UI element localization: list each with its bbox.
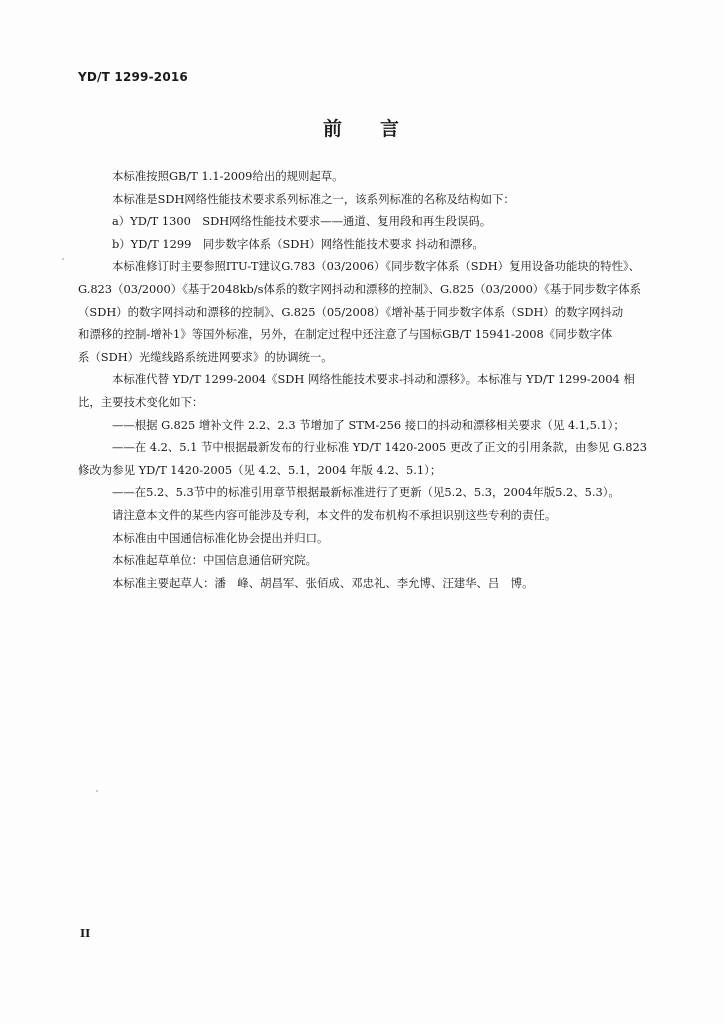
paragraph-proposer: 本标准由中国通信标准化协会提出并归口。: [112, 530, 329, 545]
change-item-1: ——根据 G.825 增补文件 2.2、2.3 节增加了 STM-256 接口的抖动和漂移相关要求（见 4.1,5.1）；: [112, 417, 625, 432]
scan-speck: [62, 258, 64, 260]
references-line-1: 本标准修订时主要参照ITU-T建议G.783（03/2006）《同步数字体系（SDH）复用设备功能块的特性》、: [112, 259, 641, 274]
document-code: YD/T 1299-2016: [78, 70, 188, 84]
paragraph-references: [78, 255, 690, 368]
page-title: [0, 114, 724, 141]
paragraph-replacement: [78, 368, 690, 413]
paragraph-patent-notice: 请注意本文件的某些内容可能涉及专利，本文件的发布机构不承担识别这些专利的责任。: [112, 507, 557, 522]
paragraph-drafting-rules: 本标准按照GB/T 1.1-2009给出的规则起草。: [112, 169, 344, 183]
change-item-2-line-2: 修改为参见 YD/T 1420-2005（见 4.2、5.1，2004 年版 4.2、5.1）；: [78, 462, 442, 477]
replacement-line-2: 比，主要技术变化如下：: [78, 394, 204, 409]
references-line-2: G.823（03/2000）《基于2048kb/s体系的数字网抖动和漂移的控制》、G.825（03/2000）《基于同步数字体系: [78, 281, 642, 296]
page-number: II: [80, 927, 91, 940]
paragraph-series-intro: 本标准是SDH网络性能技术要求系列标准之一，该系列标准的名称及结构如下：: [112, 191, 515, 206]
title-char-left: 前: [322, 118, 344, 140]
references-line-3: （SDH）的数字网抖动和漂移的控制》、G.825（05/2008）《增补基于同步数字体系（SDH）的数字网抖动: [78, 304, 624, 319]
change-item-2: [78, 436, 690, 481]
list-item-b: b）YD/T 1299 同步数字体系（SDH）网络性能技术要求 抖动和漂移。: [112, 236, 484, 251]
scan-speck: [96, 790, 98, 792]
replacement-line-1: 本标准代替 YD/T 1299-2004《SDH 网络性能技术要求-抖动和漂移》。本标准与 YD/T 1299-2004 相: [112, 372, 635, 387]
paragraph-drafting-unit: 本标准起草单位：中国信息通信研究院。: [112, 553, 318, 568]
paragraph-drafters: 本标准主要起草人：潘 峰、胡昌军、张佰成、邓忠礼、李允博、汪建华、吕 博。: [112, 575, 534, 590]
references-line-5: 系（SDH）光缆线路系统进网要求》的协调统一。: [78, 349, 333, 364]
change-item-3: ——在5.2、5.3节中的标准引用章节根据最新标准进行了更新（见5.2、5.3，2004年版5.2、5.3）。: [112, 485, 620, 500]
title-char-right: 言: [380, 118, 402, 140]
list-item-a: a）YD/T 1300 SDH网络性能技术要求——通道、复用段和再生段误码。: [112, 214, 492, 229]
change-item-2-line-1: ——在 4.2、5.1 节中根据最新发布的行业标准 YD/T 1420-2005 更改了正文的引用条款，由参见 G.823: [112, 440, 648, 455]
foreword-body: [78, 165, 690, 594]
references-line-4: 和漂移的控制-增补1》等国外标准，另外，在制定过程中还注意了与国标GB/T 15941-2008《同步数字体: [78, 327, 613, 342]
